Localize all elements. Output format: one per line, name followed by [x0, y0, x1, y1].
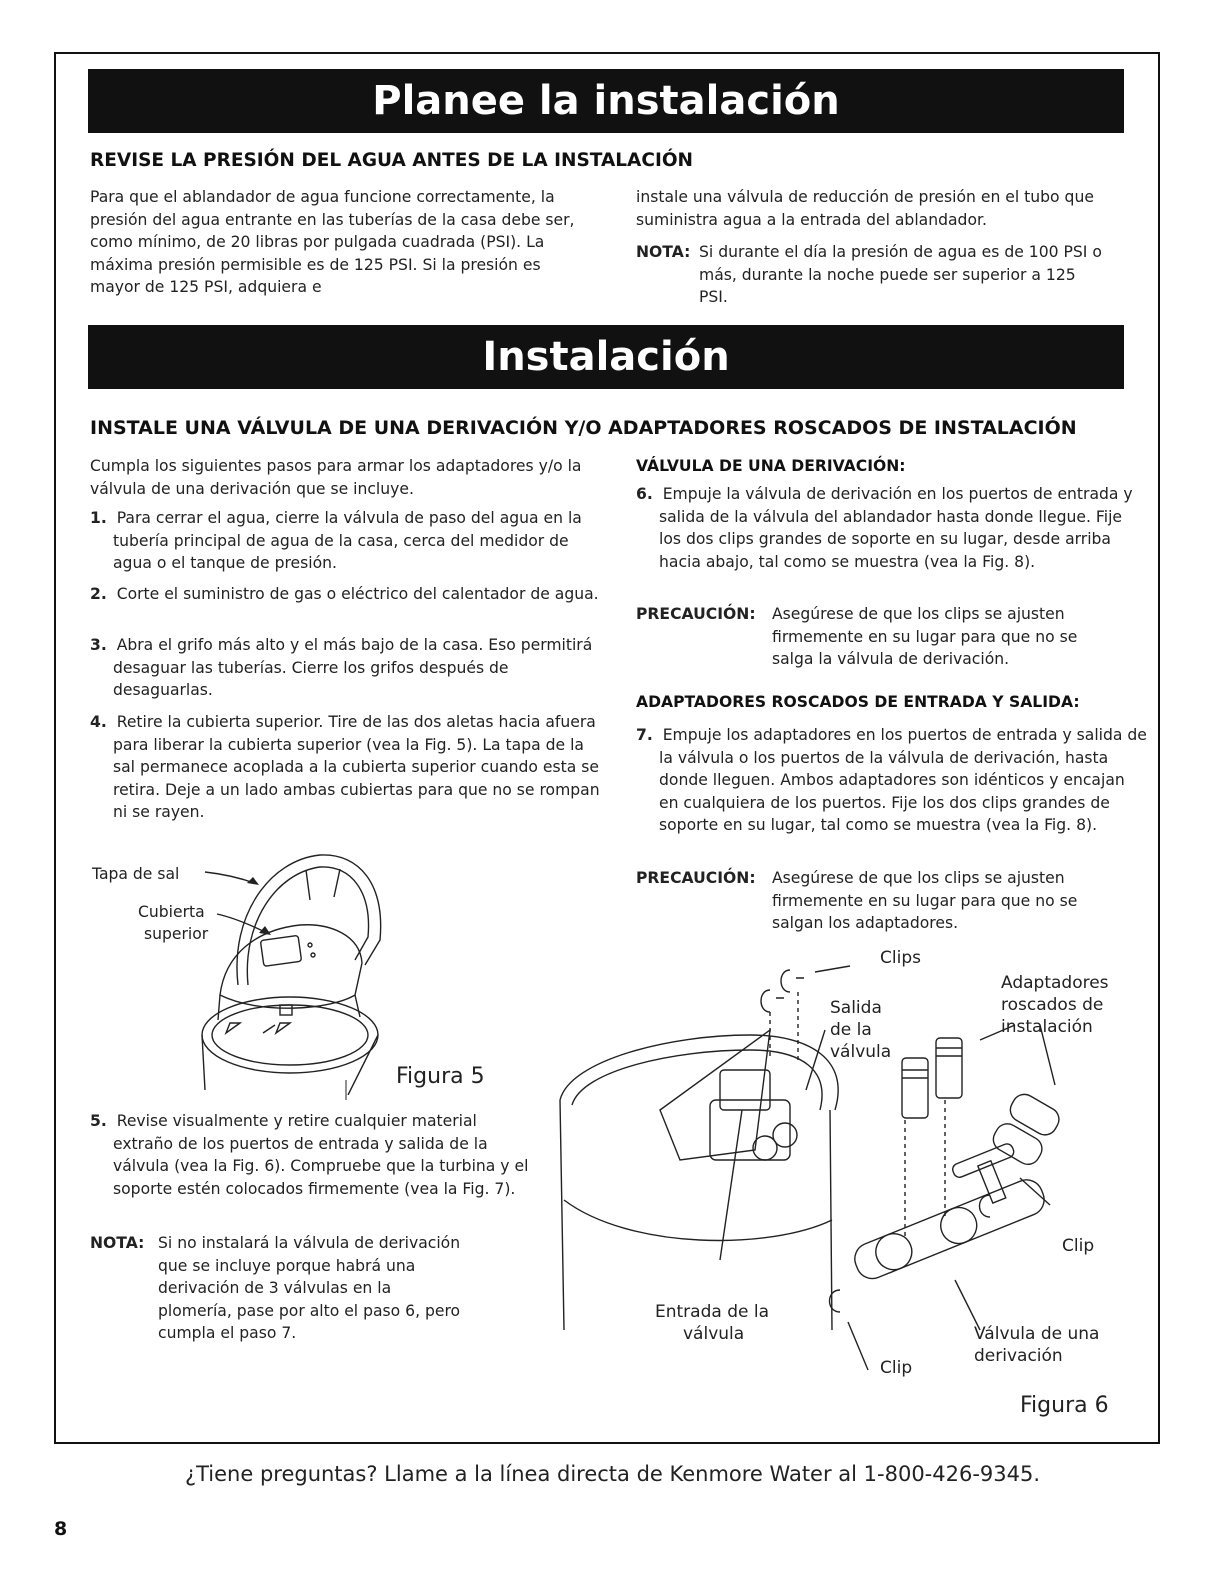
label-valve-outlet-line3: válvula: [830, 1042, 892, 1062]
caution-2: [636, 867, 1122, 937]
arrow-salt-lid: [203, 866, 263, 890]
pressure-note: [636, 241, 1116, 311]
figure-6-caption: Figura 6: [1020, 1393, 1109, 1418]
step-7-num: 7.: [636, 726, 653, 744]
label-top-cover-line1: Cubierta: [138, 903, 205, 921]
banner-installation: Instalación: [88, 325, 1124, 389]
step-4-text: Retire la cubierta superior. Tire de las dos aletas hacia afuera para liberar la cubierta superior (vea la Fig. 5). La tapa de la sal permanece acoplada a la cubierta superior cuando esta se retira. Deje a un lado ambas cubiertas para que no se rompan ni se rayen.: [113, 713, 600, 822]
step-2-num: 2.: [90, 585, 107, 603]
step-7: [636, 724, 1149, 837]
caution-label-2: PRECAUCIÓN:: [636, 869, 756, 887]
pressure-text-right: instale una válvula de reducción de presión en el tubo que suministra agua a la entrada del ablandador.: [636, 188, 1094, 229]
step-1: [90, 507, 601, 575]
adapters-heading: ADAPTADORES ROSCADOS DE ENTRADA Y SALIDA:: [636, 693, 1080, 711]
caution-text-1: Asegúrese de que los clips se ajusten firmemente en su lugar para que no se salga la válvula de derivación.: [772, 605, 1078, 669]
label-clip-right: Clip: [1062, 1236, 1095, 1256]
note-label: NOTA:: [636, 243, 691, 261]
figure-5-divider: [345, 1080, 349, 1100]
step-1-num: 1.: [90, 509, 107, 527]
step-1-text: Para cerrar el agua, cierre la válvula de paso del agua en la tubería principal de agua de la casa, cerca del medidor de agua o el tanque de presión.: [113, 509, 582, 573]
label-bypass-valve-line1: Válvula de una: [974, 1324, 1100, 1344]
step-5-num: 5.: [90, 1112, 107, 1130]
label-valve-outlet-line2: de la: [830, 1020, 872, 1040]
step-6: [636, 483, 1145, 573]
step-2-text: Corte el suministro de gas o eléctrico del calentador de agua.: [116, 585, 599, 603]
step-3-text: Abra el grifo más alto y el más bajo de la casa. Eso permitirá desaguar las tuberías. Cierre los grifos después de desaguarlas.: [113, 636, 593, 700]
step-4-num: 4.: [90, 713, 107, 731]
bypass-valve-heading: VÁLVULA DE UNA DERIVACIÓN:: [636, 457, 906, 475]
step-5-text: Revise visualmente y retire cualquier material extraño de los puertos de entrada y salida de la válvula (vea la Fig. 6). Compruebe que la turbina y el soporte estén colocados firmemente (vea la Fig. 7).: [113, 1112, 529, 1198]
step-3-num: 3.: [90, 636, 107, 654]
banner-plan-installation: Planee la instalación: [88, 69, 1124, 133]
caution-text-2: Asegúrese de que los clips se ajusten firmemente en su lugar para que no se salgan los adaptadores.: [772, 869, 1078, 933]
label-bypass-valve-line2: derivación: [974, 1346, 1063, 1366]
label-adapters-line1: Adaptadores: [1001, 973, 1109, 993]
caution-1: [636, 603, 1122, 673]
step-4: [90, 711, 608, 824]
label-adapters-line3: instalación: [1001, 1017, 1093, 1037]
note-text: Si durante el día la presión de agua es de 100 PSI o más, durante la noche puede ser superior a 125 PSI.: [699, 243, 1102, 307]
figure-5-caption: Figura 5: [396, 1064, 485, 1089]
footer-hotline: ¿Tiene preguntas? Llame a la línea directa de Kenmore Water al 1-800-426-9345.: [184, 1462, 1041, 1486]
label-valve-outlet-line1: Salida: [830, 998, 882, 1018]
label-clip-bottom: Clip: [880, 1358, 913, 1378]
step-6-text: Empuje la válvula de derivación en los puertos de entrada y salida de la válvula del ablandador hasta donde llegue. Fije los dos clips grandes de soporte en su lugar, desde arriba hacia abajo, tal como se muestra (vea la Fig. 8).: [659, 485, 1133, 571]
step-6-num: 6.: [636, 485, 653, 503]
note-label-2: NOTA:: [90, 1234, 145, 1252]
section-heading-pressure: REVISE LA PRESIÓN DEL AGUA ANTES DE LA INSTALACIÓN: [90, 150, 694, 171]
label-valve-inlet-line1: Entrada de la: [655, 1302, 769, 1322]
note-text-2: Si no instalará la válvula de derivación que se incluye porque habrá una derivación de 3 válvulas en la plomería, pase por alto el paso 6, pero cumpla el paso 7.: [158, 1234, 461, 1343]
page-number: 8: [54, 1518, 68, 1540]
section-heading-install: INSTALE UNA VÁLVULA DE UNA DERIVACIÓN Y/O ADAPTADORES ROSCADOS DE INSTALACIÓN: [90, 417, 1077, 439]
caution-label-1: PRECAUCIÓN:: [636, 605, 756, 623]
label-adapters-line2: roscados de: [1001, 995, 1104, 1015]
install-intro: Cumpla los siguientes pasos para armar los adaptadores y/o la válvula de una derivación que se incluye.: [90, 457, 582, 498]
label-top-cover-line2: superior: [144, 925, 209, 943]
arrow-top-cover: [215, 910, 275, 940]
step-2: [90, 583, 601, 606]
step-7-text: Empuje los adaptadores en los puertos de entrada y salida de la válvula o los puertos de la válvula de derivación, hasta donde lleguen. Ambos adaptadores son idénticos y encajan en cualquiera de los puertos. Fije los dos clips grandes de soporte en su lugar, tal como se muestra (vea la Fig. 8).: [659, 726, 1147, 835]
label-clips: Clips: [880, 948, 921, 968]
pressure-text-left: Para que el ablandador de agua funcione correctamente, la presión del agua entrante en las tuberías de la casa debe ser, como mínimo, de 20 libras por pulgada cuadrada (PSI). La máxima presión permisible es de 125 PSI. Si la presión es mayor de 125 PSI, adquiera e: [90, 188, 575, 297]
label-valve-inlet-line2: válvula: [683, 1324, 745, 1344]
step-5: [90, 1110, 533, 1200]
bypass-note: [90, 1232, 510, 1352]
step-3: [90, 634, 601, 702]
label-salt-lid: Tapa de sal: [92, 865, 180, 883]
